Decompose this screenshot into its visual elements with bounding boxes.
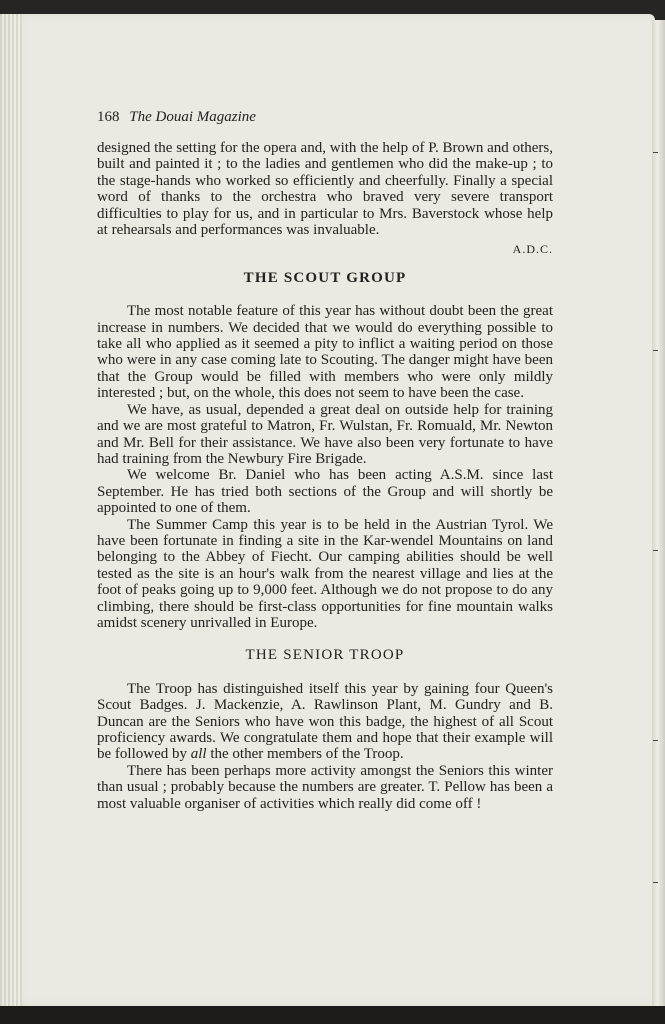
scout-paragraph: The most notable feature of this year has without doubt been the great increase in numbers. We decided that we would do everything possible to take all who applied as it seemed a pity to inflict a waiting period on those who were in any case coming late to Scouting. The danger might have been that the Group would be filled with members who were only mildly interested ; but, on the whole, this does not seem to have been the case. — [97, 303, 553, 402]
scout-paragraph: The Summer Camp this year is to be held in the Austrian Tyrol. We have been fortunate in finding a site in the Kar-wendel Mountains on land belonging to the Abbey of Fiecht. Our camping abilities should be well tested as the site is an hour's walk from the nearest village and lies at the foot of peaks going up to 9,000 feet. Although we do not propose to do any climbing, there should be first-class opportunities for fine mountain walks amidst scenery unrivalled in Europe. — [97, 516, 553, 631]
scout-paragraph: We welcome Br. Daniel who has been acting A.S.M. since last September. He has tried both sections of the Group and will shortly be appointed to one of them. — [97, 467, 553, 517]
edge-mark — [653, 882, 658, 883]
magazine-title: The Douai Magazine — [129, 109, 256, 125]
senior-text: The Troop has distinguished itself this year by gaining four Queen's Scout Badges. J. Mackenzie, A. Rawlinson Plant, M. Gundry and B. Duncan are the Seniors who have won this badge, the highest of all Scout proficiency awards. We congratulate them and hope that their example will be followed by — [97, 680, 553, 763]
binding-edge — [0, 14, 22, 1006]
edge-mark — [653, 550, 658, 551]
running-header — [97, 108, 553, 126]
scan-bottom-border — [0, 1006, 665, 1024]
scout-group-heading: THE SCOUT GROUP — [243, 269, 407, 286]
senior-text: the other members of the Troop. — [206, 746, 404, 763]
opening-paragraph: designed the setting for the opera and, with the help of P. Brown and others, built and painted it ; to the ladies and gentlemen who did the make-up ; to the stage-hands who worked so efficiently and cheerfully. Finally a special word of thanks to the orchestra who braved very severe transport difficulties to play for us, and in particular to Mrs. Baverstock whose help at rehearsals and performances was invaluable. — [97, 140, 553, 239]
emphasis-all: all — [190, 746, 207, 763]
scout-paragraph: We have, as usual, depended a great deal on outside help for training and we are most grateful to Matron, Fr. Wulstan, Fr. Romuald, Mr. Newton and Mr. Bell for their assistance. We have also been very fortunate to have had training from the Newbury Fire Brigade. — [97, 401, 553, 467]
page-text — [97, 100, 553, 812]
author-initials: A.D.C. — [512, 242, 553, 257]
page-edge-right — [652, 20, 665, 1010]
page-number: 168 — [97, 109, 120, 125]
edge-mark — [653, 350, 658, 351]
edge-mark — [653, 740, 658, 741]
senior-paragraph: There has been perhaps more activity amongst the Seniors this winter than usual ; probably because the numbers are greater. T. Pellow has been a most valuable organiser of activities which really did come off ! — [97, 762, 553, 812]
edge-mark — [653, 152, 658, 153]
senior-paragraph — [97, 681, 553, 763]
senior-troop-heading: THE SENIOR TROOP — [245, 647, 405, 664]
